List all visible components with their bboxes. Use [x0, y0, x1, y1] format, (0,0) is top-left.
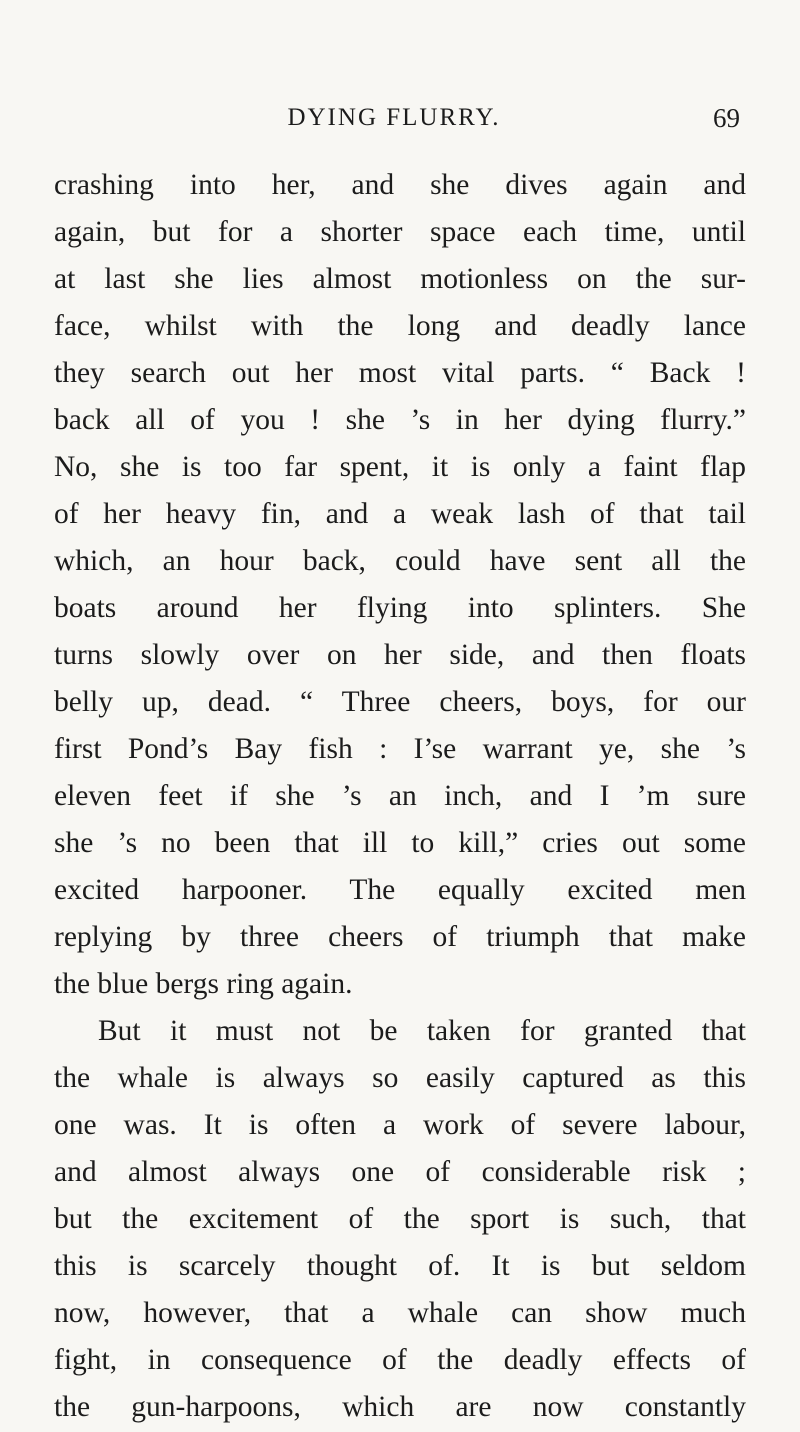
text-line: belly up, dead. “ Three cheers, boys, for our: [54, 686, 746, 718]
text-line: replying by three cheers of triumph that make: [54, 921, 746, 953]
text-line: the whale is always so easily captured as this: [54, 1062, 746, 1094]
page-number: 69: [713, 103, 740, 133]
text-line: she ’s no been that ill to kill,” cries out some: [54, 827, 746, 859]
text-line: excited harpooner. The equally excited men: [54, 874, 746, 906]
text-line: the blue bergs ring again.: [54, 968, 353, 1000]
text-line: but the excitement of the sport is such, that: [54, 1203, 746, 1235]
text-line: which, an hour back, could have sent all the: [54, 545, 746, 577]
text-line: at last she lies almost motionless on the sur-: [54, 263, 746, 295]
text-line: turns slowly over on her side, and then floats: [54, 639, 746, 671]
text-line: No, she is too far spent, it is only a faint flap: [54, 451, 746, 483]
paragraph-first-line: But it must not be taken for granted that: [98, 1015, 746, 1047]
running-head: [54, 98, 740, 138]
text-line: eleven feet if she ’s an inch, and I ’m sure: [54, 780, 746, 812]
text-line: one was. It is often a work of severe labour,: [54, 1109, 746, 1141]
text-line: this is scarcely thought of. It is but seldom: [54, 1250, 746, 1282]
text-line: first Pond’s Bay fish : I’se warrant ye, she ’s: [54, 733, 746, 765]
body-text: [54, 162, 746, 1431]
text-line: the gun-harpoons, which are now constantly: [54, 1391, 746, 1423]
text-line: again, but for a shorter space each time, until: [54, 216, 746, 248]
text-line: now, however, that a whale can show much: [54, 1297, 746, 1329]
text-line: crashing into her, and she dives again and: [54, 169, 746, 201]
text-line: and almost always one of considerable risk ;: [54, 1156, 746, 1188]
chapter-title: DYING FLURRY.: [287, 104, 501, 131]
text-line: back all of you ! she ’s in her dying flurry.”: [54, 404, 746, 436]
text-line: fight, in consequence of the deadly effects of: [54, 1344, 746, 1376]
text-line: they search out her most vital parts. “ Back !: [54, 357, 746, 389]
text-line: of her heavy fin, and a weak lash of that tail: [54, 498, 746, 530]
text-line: face, whilst with the long and deadly lance: [54, 310, 746, 342]
text-line: boats around her flying into splinters. She: [54, 592, 746, 624]
